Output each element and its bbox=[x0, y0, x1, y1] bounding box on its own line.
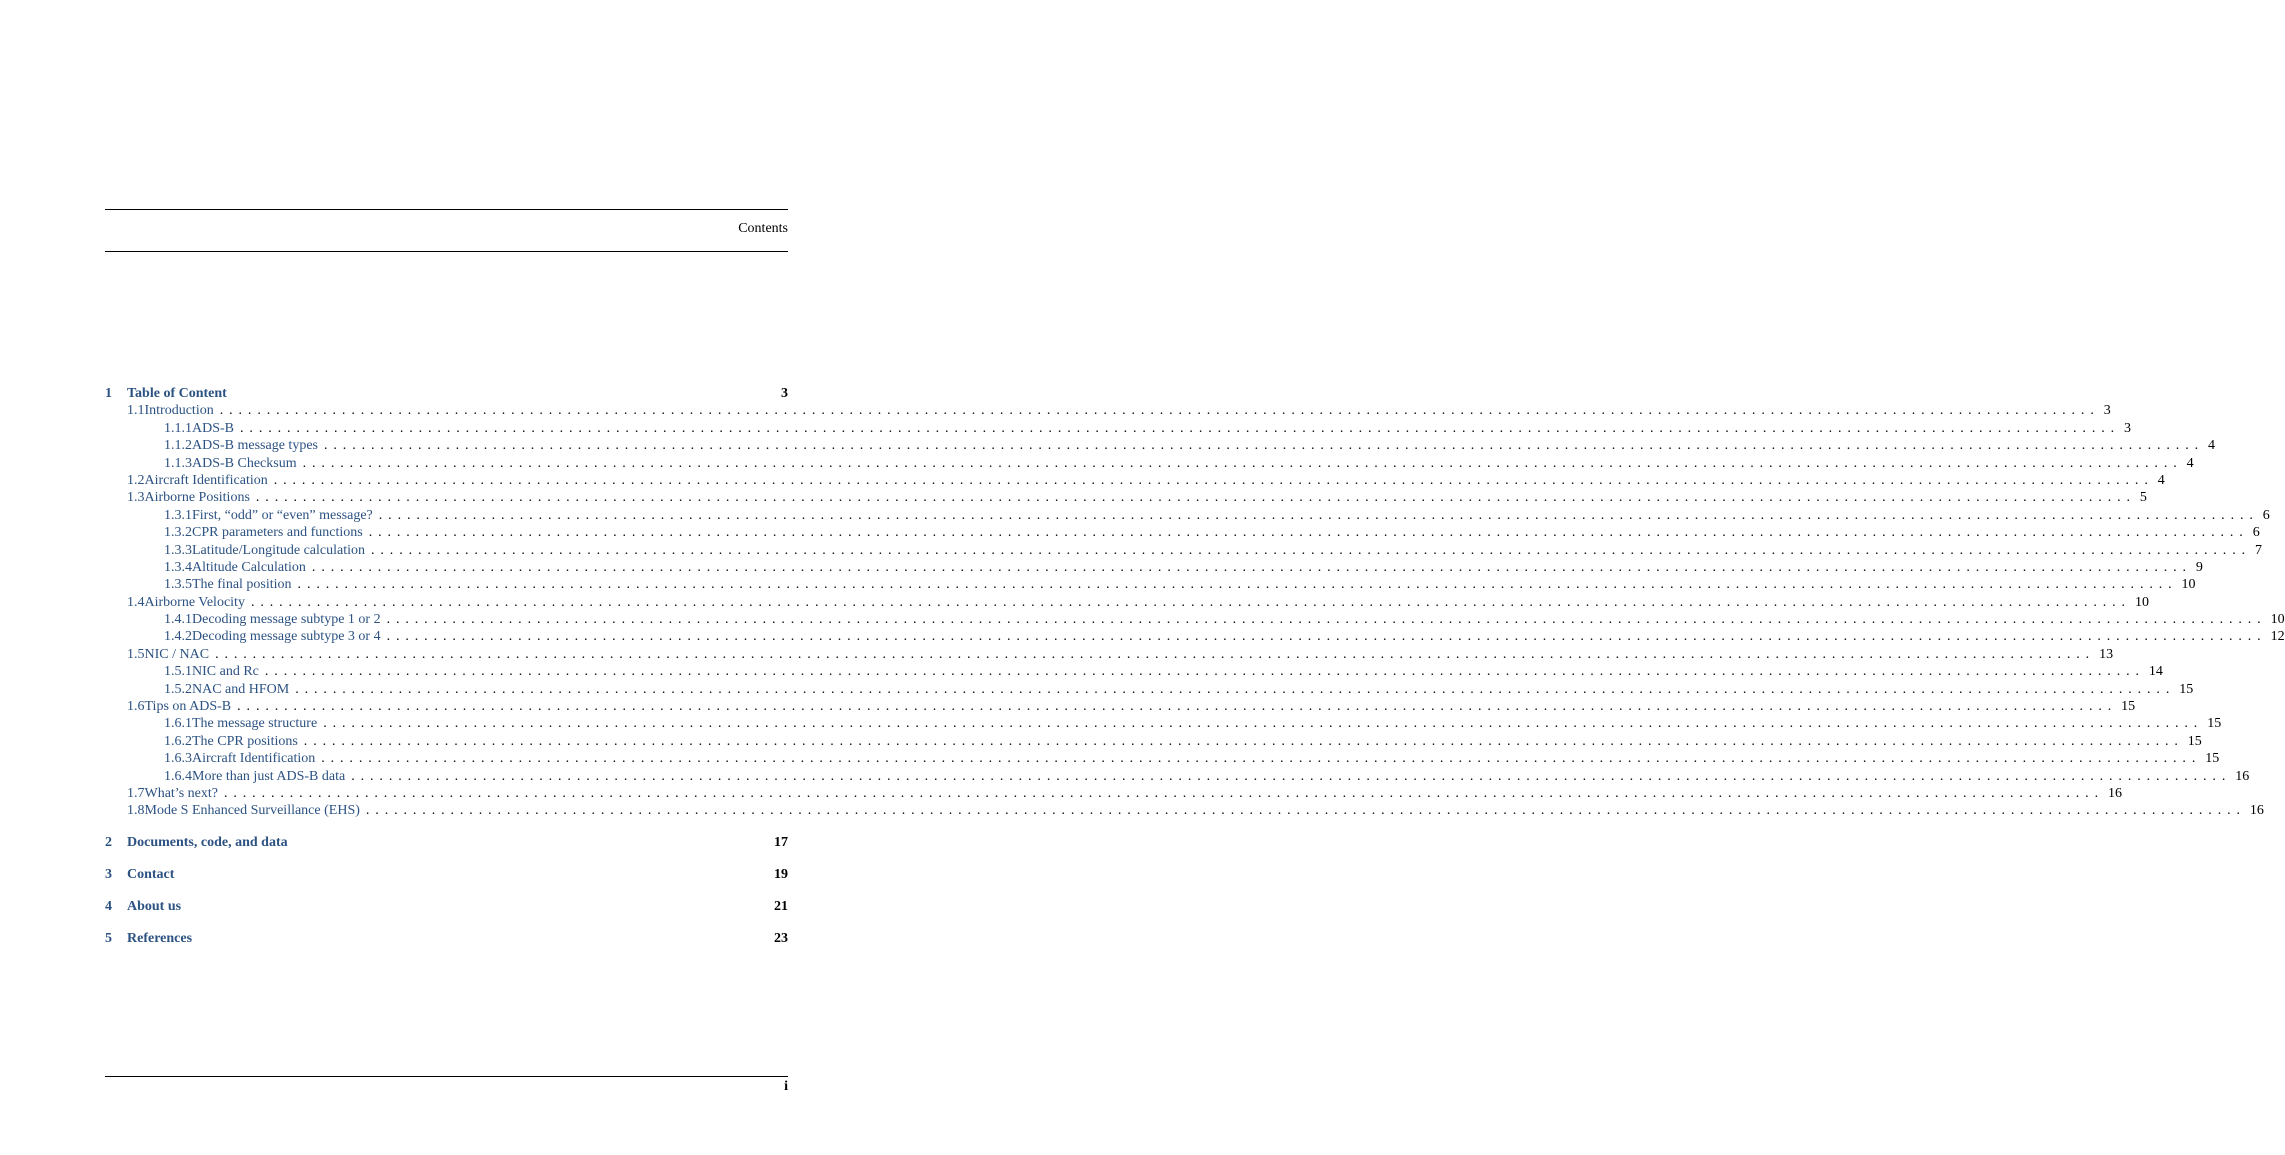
toc-leader-dots: ........................................................................................................................................................................................................ bbox=[255, 490, 2136, 506]
toc-entry-page: 9 bbox=[2195, 559, 2203, 575]
toc-entry-page: 21 bbox=[774, 899, 788, 915]
toc-leader-dots: ........................................................................................................................................................................................................ bbox=[386, 629, 2267, 645]
toc-entry-page: 3 bbox=[2103, 403, 2111, 419]
toc-entry-page: 10 bbox=[2270, 612, 2285, 628]
toc-entry-number: 1.3.1 bbox=[164, 507, 192, 523]
toc-chapter-entry[interactable] bbox=[105, 898, 788, 915]
toc-entry-number: 1.4.2 bbox=[164, 629, 192, 645]
toc-entry-page: 3 bbox=[781, 386, 788, 401]
toc-entry-number: 1.7 bbox=[127, 785, 145, 801]
toc-entry-title[interactable]: Aircraft Identification bbox=[144, 472, 268, 488]
toc-entry[interactable] bbox=[105, 455, 2194, 472]
toc-entry-page: 4 bbox=[2208, 438, 2215, 454]
toc-entry-page: 15 bbox=[2121, 699, 2136, 715]
toc-entry-page: 15 bbox=[2207, 716, 2222, 732]
toc-entry-page: 6 bbox=[2252, 525, 2260, 541]
toc-entry-title[interactable]: The CPR positions bbox=[192, 733, 298, 749]
toc-leader-dots: ........................................................................................................................................................................................................ bbox=[223, 785, 2104, 801]
toc-entry-page: 5 bbox=[2139, 490, 2147, 506]
toc-entry-title[interactable]: NAC and HFOM bbox=[192, 681, 290, 697]
toc-entry-title[interactable]: The message structure bbox=[192, 716, 318, 732]
toc-entry-page: 19 bbox=[774, 867, 788, 883]
toc-entry-number: 1.5 bbox=[127, 646, 145, 662]
toc-entry-number: 3 bbox=[105, 867, 112, 883]
toc-leader-dots: ........................................................................................................................................................................................................ bbox=[378, 507, 2259, 523]
toc-leader-dots: ........................................................................................................................................................................................................ bbox=[323, 716, 2204, 732]
toc-entry-title[interactable]: Airborne Velocity bbox=[144, 594, 245, 610]
toc-entry[interactable] bbox=[105, 698, 2136, 715]
toc-entry-title[interactable]: Tips on ADS-B bbox=[144, 699, 232, 715]
toc-entry[interactable] bbox=[105, 576, 2196, 593]
toc-leader-dots: ........................................................................................................................................................................................................ bbox=[371, 542, 2251, 558]
toc-entry[interactable] bbox=[105, 507, 2270, 524]
toc-entry-title[interactable]: ADS-B message types bbox=[192, 438, 318, 454]
toc-entry-number: 1 bbox=[105, 386, 112, 401]
toc-leader-dots: ........................................................................................................................................................................................................ bbox=[386, 612, 2267, 628]
toc-entry-number: 4 bbox=[105, 899, 112, 915]
toc-entry-page: 17 bbox=[774, 835, 788, 851]
toc-entry[interactable] bbox=[105, 542, 2262, 559]
toc-entry[interactable] bbox=[105, 420, 2132, 437]
toc-entry[interactable] bbox=[105, 611, 2285, 628]
toc-entry[interactable] bbox=[105, 681, 2194, 698]
toc-entry-number: 1.3.3 bbox=[164, 542, 192, 558]
toc-entry-number: 1.8 bbox=[127, 803, 145, 819]
toc-entry-page: 16 bbox=[2107, 785, 2122, 801]
toc-entry-title[interactable]: About us bbox=[127, 899, 182, 915]
toc-entry-number: 1.4.1 bbox=[164, 612, 192, 628]
toc-entry-title[interactable]: ADS-B bbox=[192, 420, 235, 436]
toc-chapter-entry[interactable] bbox=[105, 930, 788, 947]
toc-entry-number: 1.1.2 bbox=[164, 438, 192, 454]
toc-entry-title[interactable]: Decoding message subtype 1 or 2 bbox=[192, 612, 381, 628]
toc-entry[interactable] bbox=[105, 750, 2220, 767]
toc-entry-title[interactable]: Mode S Enhanced Surveillance (EHS) bbox=[144, 803, 360, 819]
footer-page-number: i bbox=[784, 1079, 788, 1094]
toc-entry-number: 1.6.2 bbox=[164, 733, 192, 749]
toc-entry-number: 1.3.4 bbox=[164, 559, 192, 575]
toc-entry[interactable] bbox=[105, 402, 2111, 419]
toc-leader-dots: ........................................................................................................................................................................................................ bbox=[368, 525, 2249, 541]
toc-entry[interactable] bbox=[105, 472, 2165, 489]
toc-entry-number: 1.1.3 bbox=[164, 455, 192, 471]
toc-entry-title[interactable]: ADS-B Checksum bbox=[192, 455, 297, 471]
toc-leader-dots: ........................................................................................................................................................................................................ bbox=[237, 699, 2118, 715]
toc-entry-number: 1.3.5 bbox=[164, 577, 192, 593]
toc-leader-dots: ........................................................................................................................................................................................................ bbox=[311, 559, 2192, 575]
toc-entry-number: 1.3 bbox=[127, 490, 145, 506]
toc-entry-page: 23 bbox=[774, 931, 788, 947]
toc-entry-title[interactable]: The final position bbox=[192, 577, 292, 593]
toc-entry-page: 12 bbox=[2270, 629, 2285, 645]
toc-entry-number: 1.2 bbox=[127, 472, 145, 488]
toc-entry-page: 15 bbox=[2179, 681, 2194, 697]
table-of-contents bbox=[105, 385, 2285, 948]
toc-entry-title[interactable]: Latitude/Longitude calculation bbox=[192, 542, 365, 558]
toc-entry[interactable] bbox=[105, 802, 2264, 819]
toc-entry-number: 1.1.1 bbox=[164, 420, 192, 436]
toc-entry-title[interactable]: First, “odd” or “even” message? bbox=[192, 507, 373, 523]
toc-leader-dots: ........................................................................................................................................................................................................ bbox=[303, 733, 2184, 749]
toc-entry-title[interactable]: Decoding message subtype 3 or 4 bbox=[192, 629, 381, 645]
toc-entry-title[interactable]: Introduction bbox=[144, 403, 214, 419]
toc-entry-title[interactable]: Airborne Positions bbox=[144, 490, 250, 506]
toc-leader-dots: ........................................................................................................................................................................................................ bbox=[264, 664, 2145, 680]
toc-entry-page: 4 bbox=[2186, 455, 2194, 471]
toc-entry[interactable] bbox=[105, 785, 2122, 802]
toc-entry-page: 10 bbox=[2181, 577, 2196, 593]
toc-entry-title[interactable]: CPR parameters and functions bbox=[192, 525, 363, 541]
toc-entry[interactable] bbox=[105, 559, 2203, 576]
toc-chapter-entry[interactable] bbox=[105, 385, 788, 402]
toc-entry-page: 3 bbox=[2124, 420, 2132, 436]
toc-chapter-entry[interactable] bbox=[105, 834, 788, 851]
toc-leader-dots: ........................................................................................................................................................................................................ bbox=[273, 472, 2154, 488]
toc-leader-dots: ........................................................................................................................................................................................................ bbox=[250, 594, 2131, 610]
toc-entry-title[interactable]: References bbox=[127, 931, 193, 947]
toc-entry-number: 1.5.1 bbox=[164, 664, 192, 680]
toc-entry[interactable] bbox=[105, 594, 2149, 611]
toc-leader-dots: ........................................................................................................................................................................................................ bbox=[351, 768, 2232, 784]
toc-entry-number: 1.1 bbox=[127, 403, 145, 419]
toc-entry-title[interactable]: Documents, code, and data bbox=[127, 835, 288, 851]
toc-entry-title[interactable]: Aircraft Identification bbox=[192, 751, 316, 767]
toc-entry[interactable] bbox=[105, 663, 2163, 680]
toc-leader-dots: ........................................................................................................................................................................................................ bbox=[219, 403, 2100, 419]
toc-entry-number: 5 bbox=[105, 931, 112, 947]
toc-entry-title[interactable]: Table of Content bbox=[127, 386, 227, 401]
toc-entry[interactable] bbox=[105, 489, 2147, 506]
toc-entry[interactable] bbox=[105, 437, 2215, 454]
toc-entry-page: 16 bbox=[2235, 768, 2250, 784]
toc-entry-title[interactable]: Contact bbox=[127, 867, 175, 883]
toc-entry-number: 2 bbox=[105, 835, 112, 851]
toc-leader-dots: ........................................................................................................................................................................................................ bbox=[321, 751, 2202, 767]
toc-leader-dots: ........................................................................................................................................................................................................ bbox=[240, 420, 2121, 436]
toc-entry-page: 6 bbox=[2262, 507, 2270, 523]
toc-entry-number: 1.4 bbox=[127, 594, 145, 610]
toc-entry-title[interactable]: More than just ADS-B data bbox=[192, 768, 346, 784]
running-header-title: Contents bbox=[738, 221, 788, 236]
toc-leader-dots: ........................................................................................................................................................................................................ bbox=[295, 681, 2176, 697]
toc-entry-page: 15 bbox=[2187, 733, 2202, 749]
toc-entry-number: 1.6.3 bbox=[164, 751, 192, 767]
toc-entry[interactable] bbox=[105, 768, 2250, 785]
toc-entry[interactable] bbox=[105, 646, 2114, 663]
toc-entry[interactable] bbox=[105, 524, 2260, 541]
toc-leader-dots: ........................................................................................................................................................................................................ bbox=[215, 646, 2096, 662]
header-top-rule bbox=[105, 209, 788, 210]
toc-leader-dots: ........................................................................................................................................................................................................ bbox=[324, 438, 2204, 454]
toc-leader-dots: ........................................................................................................................................................................................................ bbox=[297, 577, 2178, 593]
toc-leader-dots: ........................................................................................................................................................................................................ bbox=[365, 803, 2246, 819]
toc-entry-number: 1.3.2 bbox=[164, 525, 192, 541]
toc-entry[interactable] bbox=[105, 715, 2222, 732]
toc-entry-page: 16 bbox=[2249, 803, 2264, 819]
toc-entry-page: 14 bbox=[2148, 664, 2163, 680]
toc-entry-page: 10 bbox=[2134, 594, 2149, 610]
toc-entry-page: 7 bbox=[2255, 542, 2262, 558]
toc-entry-title[interactable]: NIC / NAC bbox=[144, 646, 210, 662]
toc-entry-title[interactable]: What’s next? bbox=[144, 785, 218, 801]
toc-entry-page: 15 bbox=[2205, 751, 2220, 767]
toc-leader-dots: ........................................................................................................................................................................................................ bbox=[302, 455, 2183, 471]
toc-entry-title[interactable]: Altitude Calculation bbox=[192, 559, 306, 575]
footer-rule bbox=[105, 1076, 788, 1077]
toc-entry-number: 1.5.2 bbox=[164, 681, 192, 697]
toc-entry-number: 1.6.1 bbox=[164, 716, 192, 732]
toc-entry-number: 1.6.4 bbox=[164, 768, 192, 784]
toc-entry[interactable] bbox=[105, 733, 2202, 750]
toc-chapter-entry[interactable] bbox=[105, 866, 788, 883]
toc-entry-page: 4 bbox=[2157, 472, 2165, 488]
toc-entry[interactable] bbox=[105, 628, 2285, 645]
header-bottom-rule bbox=[105, 251, 788, 252]
toc-entry-title[interactable]: NIC and Rc bbox=[192, 664, 259, 680]
toc-entry-page: 13 bbox=[2099, 646, 2114, 662]
toc-entry-number: 1.6 bbox=[127, 699, 145, 715]
